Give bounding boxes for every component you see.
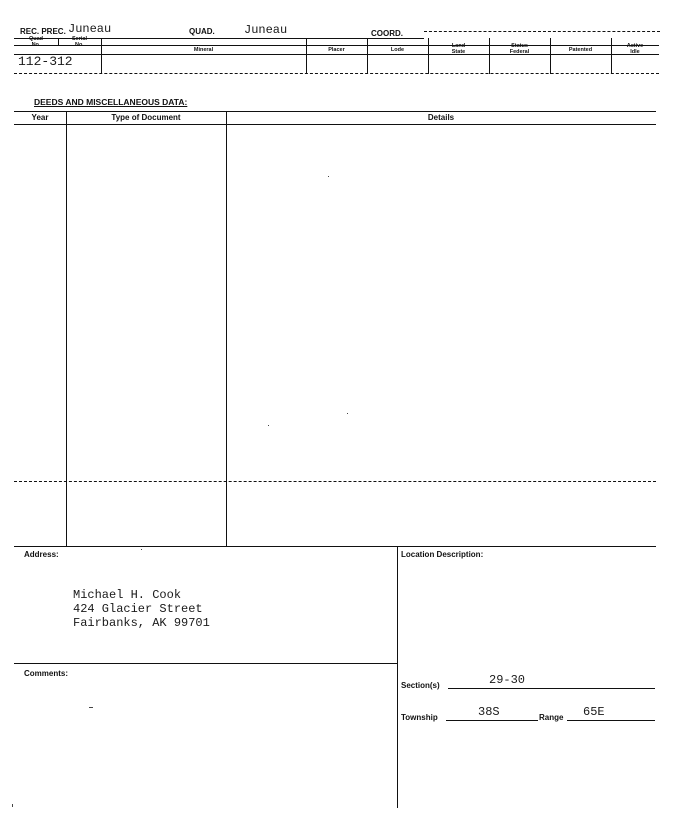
section-label: Section(s) (401, 681, 440, 690)
rec-prec-label: REC. PREC. (20, 27, 66, 36)
header-dashed-rule (424, 31, 660, 32)
deeds-details-entry-area[interactable] (227, 125, 657, 545)
scan-speck (268, 425, 269, 426)
address-block[interactable] (73, 588, 210, 630)
scan-speck (141, 549, 142, 550)
township-label: Township (401, 713, 438, 722)
col-header-patented: Patented (568, 46, 593, 53)
bottom-section-vertical-divider (397, 546, 398, 808)
col-header-mineral: Mineral (193, 46, 214, 53)
quad-label: QUAD. (189, 27, 215, 36)
col-header-serial-no: Serial No. (72, 36, 87, 48)
deeds-col-type: Type of Document (111, 113, 181, 122)
status-table-bottom-dashed-rule (14, 73, 659, 74)
location-description-entry-area[interactable] (401, 562, 656, 672)
deeds-dashed-separator (14, 481, 656, 482)
col-header-status-federal: Status Federal (509, 43, 530, 55)
address-line-city: Fairbanks, AK 99701 (73, 616, 210, 630)
section-value[interactable]: 29-30 (489, 673, 526, 687)
address-label: Address: (24, 550, 59, 559)
status-table-header-rule (14, 54, 659, 55)
comments-entry-area[interactable] (24, 682, 394, 802)
col-header-quad-no: Quad No. (28, 36, 44, 48)
range-underline (567, 720, 655, 721)
divider-placer-lode (367, 38, 368, 74)
bottom-section-top-rule (14, 546, 656, 547)
deeds-section-title: DEEDS AND MISCELLANEOUS DATA: (34, 97, 188, 107)
col-header-placer: Placer (328, 46, 345, 53)
address-line-name: Michael H. Cook (73, 588, 182, 602)
scan-speck (328, 176, 329, 177)
rec-prec-value[interactable]: Juneau (68, 22, 112, 36)
divider-mineral-placer (306, 38, 307, 74)
divider-status-patented (550, 38, 551, 74)
col-header-land-state: Land State (451, 43, 466, 55)
coord-label: COORD. (371, 29, 403, 38)
section-underline (448, 688, 655, 689)
quad-serial-value[interactable]: 112-312 (18, 54, 73, 69)
range-label: Range (539, 713, 564, 722)
address-comments-rule (14, 663, 397, 664)
col-header-lode: Lode (390, 46, 405, 53)
quad-value[interactable]: Juneau (244, 23, 288, 37)
deeds-col-year: Year (31, 113, 49, 122)
township-underline (446, 720, 538, 721)
range-value[interactable]: 65E (583, 705, 605, 719)
address-line-street: 424 Glacier Street (73, 602, 203, 616)
scan-speck (89, 707, 93, 708)
col-header-active-idle: Active Idle (626, 43, 644, 55)
deeds-type-entry-area[interactable] (67, 125, 225, 545)
location-description-label: Location Description: (401, 550, 484, 559)
scan-speck (347, 413, 348, 414)
deeds-year-entry-area[interactable] (14, 125, 66, 545)
scan-speck (12, 804, 13, 807)
divider-serial-mineral (101, 38, 102, 74)
comments-label: Comments: (24, 669, 69, 678)
township-value[interactable]: 38S (478, 705, 500, 719)
deeds-col-details: Details (427, 113, 455, 122)
